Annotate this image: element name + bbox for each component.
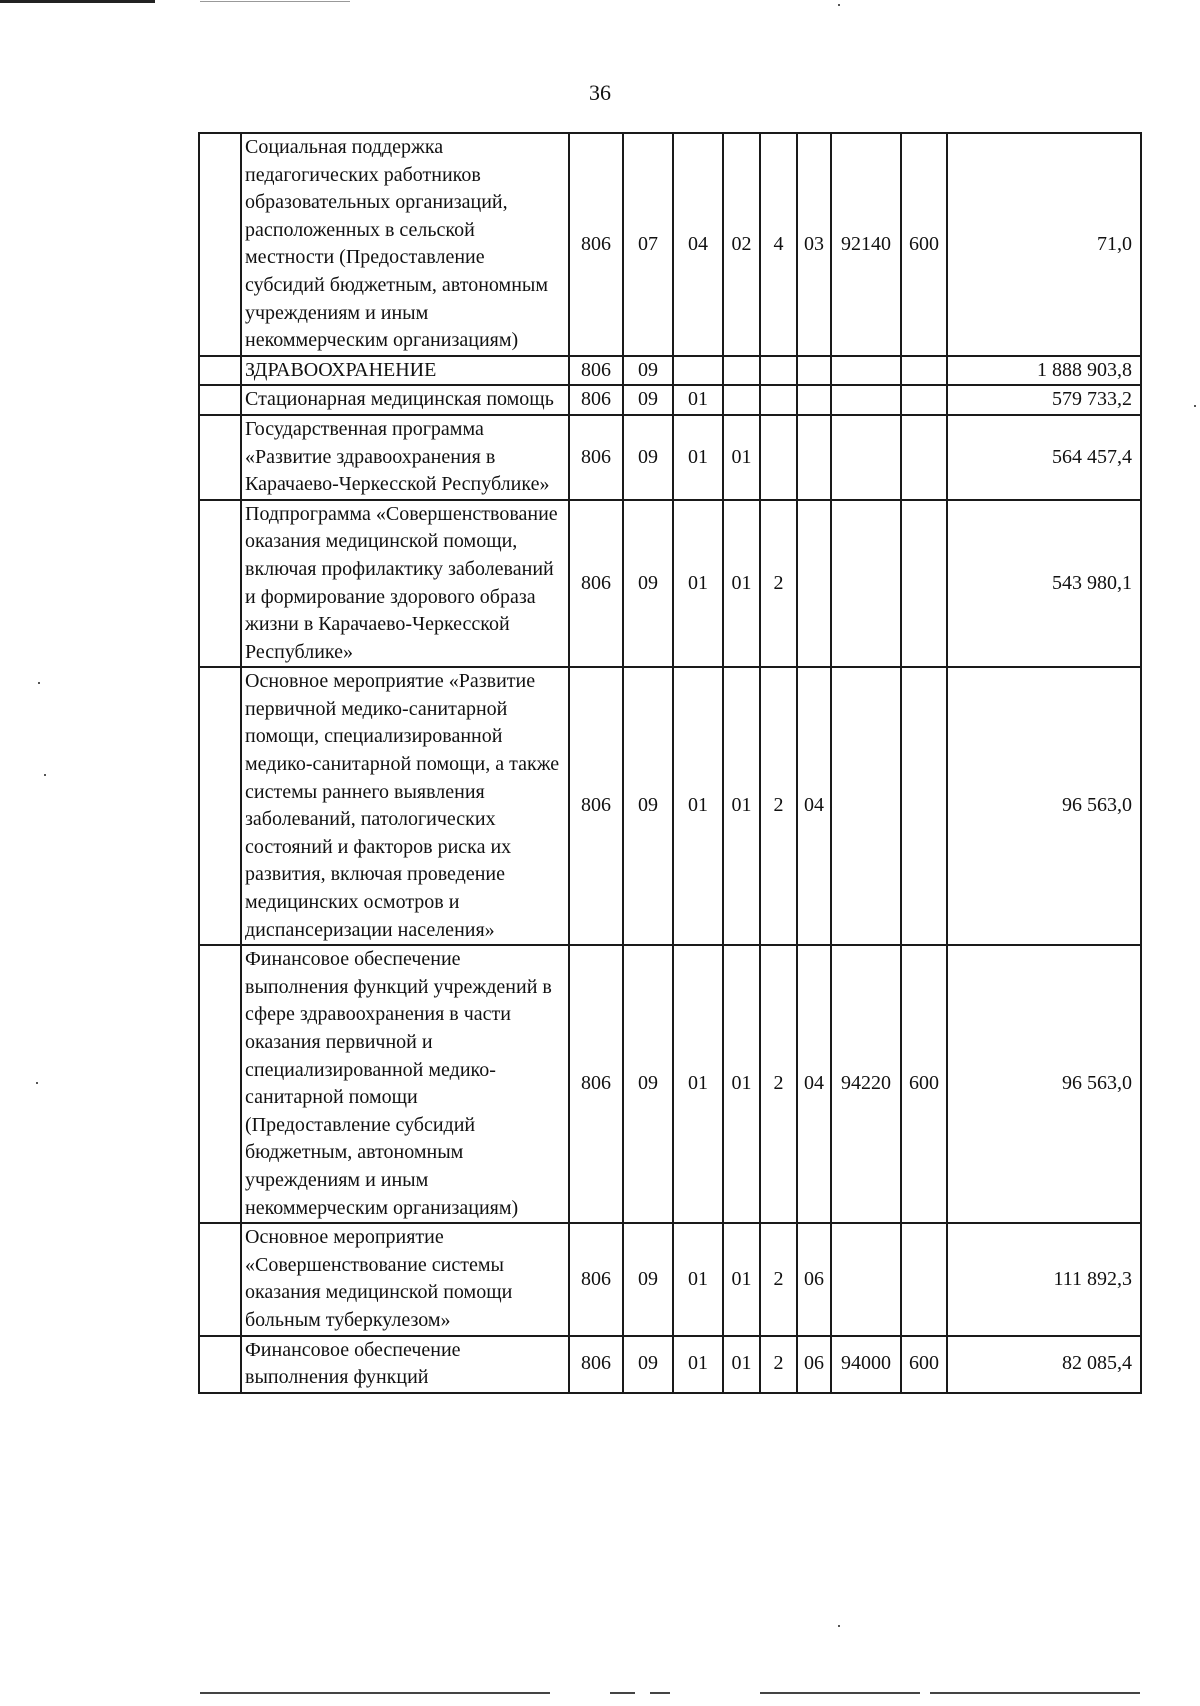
row-number-cell (199, 385, 241, 415)
expense-type-code (901, 1223, 947, 1335)
program-code: 01 (723, 1336, 760, 1393)
amount: 96 563,0 (947, 945, 1141, 1223)
subsection-code: 01 (673, 385, 723, 415)
item-name: Подпрограмма «Совершенствование оказания медицинской помощи, включая профилактику заболеваний и формирование здорового образа жизни в Карачаево-Черкесской Республике» (241, 500, 569, 668)
scan-speck (36, 1082, 38, 1084)
item-name: Стационарная медицинская помощь (241, 385, 569, 415)
amount: 1 888 903,8 (947, 356, 1141, 386)
direction-code: 92140 (831, 133, 901, 356)
program-code (723, 356, 760, 386)
scan-speck (838, 4, 840, 6)
item-name: Финансовое обеспечение выполнения функций учреждений в сфере здравоохранения в части оказания первичной и специализированной медико-санитарной помощи (Предоставление субсидий бюджетным, автономным учреждениям и иным некоммерческим организациям) (241, 945, 569, 1223)
section-code: 09 (623, 667, 673, 945)
direction-code (831, 1223, 901, 1335)
expense-type-code (901, 500, 947, 668)
event-code: 04 (797, 945, 831, 1223)
event-code (797, 385, 831, 415)
subprogram-code: 2 (760, 667, 797, 945)
row-number-cell (199, 1336, 241, 1393)
program-code: 01 (723, 667, 760, 945)
event-code (797, 500, 831, 668)
table-row (199, 667, 1141, 945)
direction-code (831, 385, 901, 415)
expense-type-code (901, 415, 947, 500)
subsection-code: 01 (673, 667, 723, 945)
table-row (199, 1223, 1141, 1335)
scan-speck (38, 682, 40, 684)
subprogram-code (760, 385, 797, 415)
section-code: 09 (623, 1336, 673, 1393)
expense-type-code: 600 (901, 133, 947, 356)
subprogram-code: 4 (760, 133, 797, 356)
item-name: Основное мероприятие «Развитие первичной медико-санитарной помощи, специализированной медико-санитарной помощи, а также системы раннего выявления заболеваний, патологических состояний и факторов риска их развития, включая проведение медицинских осмотров и диспансеризации населения» (241, 667, 569, 945)
subsection-code: 01 (673, 1223, 723, 1335)
scan-speck (44, 774, 46, 776)
subprogram-code: 2 (760, 945, 797, 1223)
amount: 564 457,4 (947, 415, 1141, 500)
item-name: Основное мероприятие «Совершенствование системы оказания медицинской помощи больным туберкулезом» (241, 1223, 569, 1335)
item-name: ЗДРАВООХРАНЕНИЕ (241, 356, 569, 386)
event-code: 03 (797, 133, 831, 356)
section-code: 09 (623, 1223, 673, 1335)
event-code: 06 (797, 1223, 831, 1335)
expense-type-code (901, 667, 947, 945)
grbs-code: 806 (569, 133, 623, 356)
subsection-code: 04 (673, 133, 723, 356)
subprogram-code: 2 (760, 1336, 797, 1393)
program-code: 01 (723, 415, 760, 500)
subprogram-code: 2 (760, 500, 797, 668)
section-code: 09 (623, 500, 673, 668)
scan-bottom-rule (930, 1692, 1140, 1694)
scan-top-rule-thin (200, 1, 350, 2)
item-name: Государственная программа «Развитие здравоохранения в Карачаево-Черкесской Республике» (241, 415, 569, 500)
item-name: Финансовое обеспечение выполнения функций (241, 1336, 569, 1393)
scan-speck (838, 1625, 840, 1627)
amount: 96 563,0 (947, 667, 1141, 945)
row-number-cell (199, 500, 241, 668)
table-row (199, 356, 1141, 386)
row-number-cell (199, 1223, 241, 1335)
grbs-code: 806 (569, 1223, 623, 1335)
row-number-cell (199, 356, 241, 386)
amount: 543 980,1 (947, 500, 1141, 668)
expense-type-code (901, 356, 947, 386)
grbs-code: 806 (569, 356, 623, 386)
subsection-code: 01 (673, 945, 723, 1223)
direction-code (831, 667, 901, 945)
subprogram-code (760, 415, 797, 500)
direction-code: 94000 (831, 1336, 901, 1393)
section-code: 09 (623, 415, 673, 500)
direction-code (831, 500, 901, 668)
program-code: 01 (723, 945, 760, 1223)
expense-type-code: 600 (901, 1336, 947, 1393)
grbs-code: 806 (569, 667, 623, 945)
subsection-code: 01 (673, 500, 723, 668)
table-row (199, 945, 1141, 1223)
event-code (797, 356, 831, 386)
table-row (199, 1336, 1141, 1393)
scan-top-rule (0, 0, 155, 3)
budget-table (198, 132, 1142, 1394)
table-row (199, 500, 1141, 668)
subsection-code: 01 (673, 415, 723, 500)
row-number-cell (199, 667, 241, 945)
amount: 71,0 (947, 133, 1141, 356)
subprogram-code (760, 356, 797, 386)
section-code: 09 (623, 356, 673, 386)
grbs-code: 806 (569, 500, 623, 668)
program-code: 02 (723, 133, 760, 356)
page-number: 36 (589, 80, 611, 105)
direction-code (831, 356, 901, 386)
table-row (199, 385, 1141, 415)
amount: 111 892,3 (947, 1223, 1141, 1335)
table-row (199, 415, 1141, 500)
item-name: Социальная поддержка педагогических работников образовательных организаций, расположенных в сельской местности (Предоставление субсидий бюджетным, автономным учреждениям и иным некоммерческим организациям) (241, 133, 569, 356)
subprogram-code: 2 (760, 1223, 797, 1335)
amount: 579 733,2 (947, 385, 1141, 415)
table-row (199, 133, 1141, 356)
scan-bottom-rule (760, 1692, 920, 1694)
scan-speck (1194, 405, 1196, 407)
event-code (797, 415, 831, 500)
grbs-code: 806 (569, 385, 623, 415)
direction-code: 94220 (831, 945, 901, 1223)
section-code: 09 (623, 385, 673, 415)
row-number-cell (199, 133, 241, 356)
subsection-code (673, 356, 723, 386)
section-code: 09 (623, 945, 673, 1223)
subsection-code: 01 (673, 1336, 723, 1393)
expense-type-code: 600 (901, 945, 947, 1223)
event-code: 04 (797, 667, 831, 945)
amount: 82 085,4 (947, 1336, 1141, 1393)
grbs-code: 806 (569, 1336, 623, 1393)
row-number-cell (199, 945, 241, 1223)
grbs-code: 806 (569, 945, 623, 1223)
program-code: 01 (723, 500, 760, 668)
scan-bottom-rule (200, 1692, 550, 1694)
row-number-cell (199, 415, 241, 500)
program-code: 01 (723, 1223, 760, 1335)
grbs-code: 806 (569, 415, 623, 500)
section-code: 07 (623, 133, 673, 356)
scan-bottom-rule (610, 1692, 635, 1694)
scan-bottom-rule (650, 1692, 670, 1694)
direction-code (831, 415, 901, 500)
expense-type-code (901, 385, 947, 415)
program-code (723, 385, 760, 415)
event-code: 06 (797, 1336, 831, 1393)
